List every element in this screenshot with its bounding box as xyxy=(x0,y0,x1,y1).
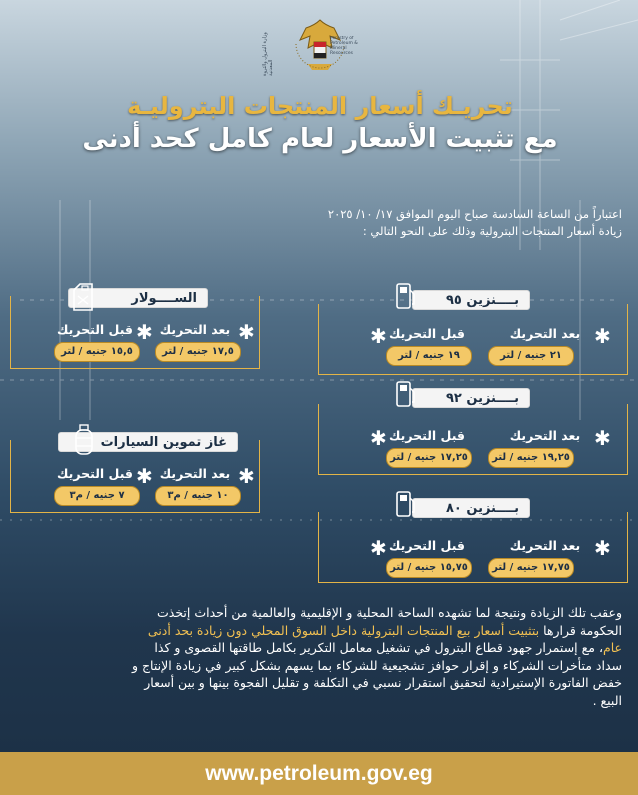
title-sub: مع تثبيت الأسعار لعام كامل كحد أدنى xyxy=(82,124,558,154)
b80-before-price: ١٥,٧٥ جنيه / لتر xyxy=(386,558,472,578)
asterisk-icon: ✱ xyxy=(370,536,387,560)
ministry-name-en: Ministry of Petroleum & Mineral Resources xyxy=(330,36,358,56)
body-line-2 xyxy=(18,622,622,640)
benzine92-title: بــــنزين ٩٢ xyxy=(412,388,530,408)
asterisk-icon: ✱ xyxy=(594,324,611,348)
b80-before-label: قبل التحريك xyxy=(389,538,465,553)
intro-line-1: اعتباراً من الساعة السادسة صباح اليوم الموافق ١٧/ ١٠/ ٢٠٢٥ xyxy=(327,207,622,221)
fuel-pump-icon xyxy=(395,282,417,310)
b80-after-price: ١٧,٧٥ جنيه / لتر xyxy=(488,558,574,578)
body-paragraph xyxy=(18,604,622,710)
asterisk-icon: ✱ xyxy=(238,320,255,344)
intro-line-2: زيادة أسعار المنتجات البترولية وذلك على النحو التالي : xyxy=(362,224,622,238)
benzine95-title: بــــنزين ٩٥ xyxy=(412,290,530,310)
body-line-2-a: الحكومة قرارها xyxy=(543,622,622,638)
asterisk-icon: ✱ xyxy=(136,464,153,488)
gas-after-label: بعد التحريك xyxy=(159,466,231,481)
solar-title: الســــولار xyxy=(68,288,208,308)
solar-before-label: قبل التحريك xyxy=(57,322,133,337)
ministry-name-ar: وزارة البترول والثروة المعدنية xyxy=(262,32,274,76)
asterisk-icon: ✱ xyxy=(136,320,153,344)
b92-after-label: بعد التحريك xyxy=(509,428,581,443)
b95-after-price: ٢١ جنيه / لتر xyxy=(488,346,574,366)
b92-before-label: قبل التحريك xyxy=(389,428,465,443)
solar-after-price: ١٧,٥ جنيه / لتر xyxy=(155,342,241,362)
gas-before-price: ٧ جنيه / م٣ xyxy=(54,486,140,506)
benzine80-title: بــــنزين ٨٠ xyxy=(412,498,530,518)
gas-after-price: ١٠ جنيه / م٣ xyxy=(155,486,241,506)
body-line-1: وعقب تلك الزيادة ونتيجة لما تشهده الساحة المحلية و الإقليمية والعالمية من أحداث إتخذت xyxy=(157,605,622,620)
body-line-3 xyxy=(18,639,622,657)
b95-after-label: بعد التحريك xyxy=(509,326,581,341)
b80-after-label: بعد التحريك xyxy=(509,538,581,553)
body-line-3-b: ، مع إستمرار جهود قطاع البترول في تشغيل معامل التكرير بكامل طاقتها القصوى و كذا xyxy=(154,640,603,656)
b92-after-price: ١٩,٢٥ جنيه / لتر xyxy=(488,448,574,468)
asterisk-icon: ✱ xyxy=(594,536,611,560)
b95-before-label: قبل التحريك xyxy=(389,326,465,341)
b92-before-price: ١٧,٢٥ جنيه / لتر xyxy=(386,448,472,468)
title-main: تحريـك أسعار المنتجات البتروليـة xyxy=(127,92,513,120)
gas-title: غاز تموين السيارات xyxy=(58,432,238,452)
body-line-5: خفض الفاتورة الإستيرادية لتحقيق استقرار نسبي في التكلفة و تقليل الفجوة بينها و بين أسعار xyxy=(144,675,622,691)
fuel-pump-icon xyxy=(395,490,417,518)
solar-before-price: ١٥,٥ جنيه / لتر xyxy=(54,342,140,362)
body-line-2-highlight: بتثبيت أسعار بيع المنتجات البترولية داخل السوق المحلي دون زيادة بحد أدنى xyxy=(147,622,544,638)
body-line-3-highlight: عام xyxy=(602,640,622,656)
gas-before-label: قبل التحريك xyxy=(57,466,133,481)
intro-text xyxy=(270,206,622,240)
asterisk-icon: ✱ xyxy=(594,426,611,450)
body-line-4: سداد متأخرات الشركاء و إقرار حوافز تشجيعية للشركاء بما يسهم بشكل كبير في زيادة الإنتاج و xyxy=(131,657,622,673)
b95-before-price: ١٩ جنيه / لتر xyxy=(386,346,472,366)
asterisk-icon: ✱ xyxy=(370,426,387,450)
asterisk-icon: ✱ xyxy=(370,324,387,348)
body-line-6: البيع . xyxy=(592,692,622,708)
solar-after-label: بعد التحريك xyxy=(159,322,231,337)
gas-cylinder-icon xyxy=(70,424,98,456)
asterisk-icon: ✱ xyxy=(238,464,255,488)
fuel-pump-icon xyxy=(395,380,417,408)
website-link[interactable]: www.petroleum.gov.eg xyxy=(205,762,433,785)
jerrycan-icon xyxy=(70,282,96,312)
